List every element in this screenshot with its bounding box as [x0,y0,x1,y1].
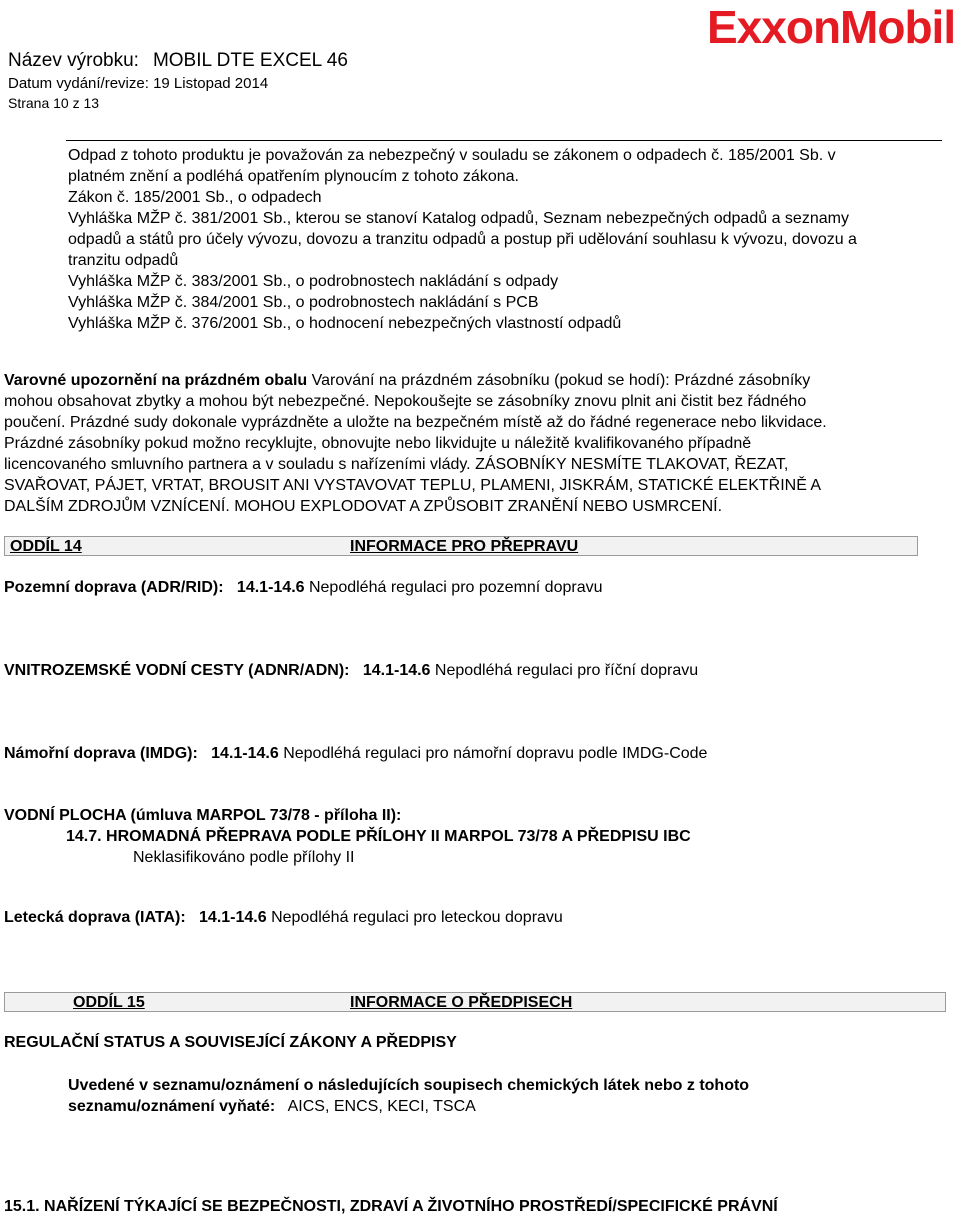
road-transport [4,579,603,597]
inventory-line-1: Uvedené v seznamu/oznámení o následujících soupisech chemických látek nebo z tohoto [68,1077,750,1094]
sea-text: Nepodléhá regulaci pro námořní dopravu podle IMDG-Code [278,745,708,762]
section-title: INFORMACE O PŘEDPISECH [350,994,573,1011]
header-divider [66,140,942,141]
section-title: INFORMACE PRO PŘEPRAVU [350,538,579,555]
air-label: Letecká doprava (IATA): [4,909,186,926]
section-number: ODDÍL 15 [73,994,145,1011]
text-line: Odpad z tohoto produktu je považován za nebezpečný v souladu se zákonem o odpadech č. 185/2001 Sb. v [68,147,836,164]
marpol-label: VODNÍ PLOCHA (úmluva MARPOL 73/78 - příloha II): [4,807,402,824]
exxonmobil-logo: ExxonMobil [707,1,956,53]
inventory-label: seznamu/oznámení vyňaté: [68,1098,276,1115]
text-line: Vyhláška MŽP č. 376/2001 Sb., o hodnocení nebezpečných vlastností odpadů [68,315,622,332]
section-number: ODDÍL 14 [10,538,82,555]
text-line: mohou obsahovat zbytky a mohou být nebezpečné. Nepokoušejte se zásobníky znovu plnit ani čistit bez řádného [4,393,807,410]
regulatory-status-heading: REGULAČNÍ STATUS A SOUVISEJÍCÍ ZÁKONY A PŘEDPISY [4,1034,457,1051]
text-line: platném znění a podléhá opatřením plynoucím z tohoto zákona. [68,168,519,185]
section-14-header [4,536,918,556]
text-line: Vyhláška MŽP č. 384/2001 Sb., o podrobnostech nakládání s PCB [68,294,539,311]
text-line: Prázdné zásobníky pokud možno recyklujte, obnovujte nebo likvidujte u náležitě kvalifikovaného případně [4,435,752,452]
section-15-header [4,992,946,1012]
marpol-value: Neklasifikováno podle přílohy II [133,849,355,866]
product-label: Název výrobku: [8,50,139,71]
product-name-line [8,50,348,72]
text-line: odpadů a států pro účely vývozu, dovozu a tranzitu odpadů a postup při udělování souhlasu k vývozu, dovozu a [68,231,857,248]
text-line [4,370,954,391]
text-line: DALŠÍM ZDROJŮM VZNÍCENÍ. MOHOU EXPLODOVAT A ZPŮSOBIT ZRANĚNÍ NEBO USMRCENÍ. [4,498,723,515]
air-code: 14.1-14.6 [199,909,267,926]
marpol-subheading: 14.7. HROMADNÁ PŘEPRAVA PODLE PŘÍLOHY II MARPOL 73/78 A PŘEDPISU IBC [66,828,691,845]
inland-waterways [4,662,698,680]
road-text: Nepodléhá regulaci pro pozemní dopravu [304,579,603,596]
inland-text: Nepodléhá regulaci pro říční dopravu [430,662,699,679]
road-code: 14.1-14.6 [236,579,305,596]
text-line: Vyhláška MŽP č. 383/2001 Sb., o podrobnostech nakládání s odpady [68,273,559,290]
text-line: Zákon č. 185/2001 Sb., o odpadech [68,189,322,206]
sea-code: 14.1-14.6 [211,745,279,762]
inventory-value: AICS, ENCS, KECI, TSCA [287,1098,476,1115]
text-line: poučení. Prázdné sudy dokonale vyprázdněte a uložte na bezpečném místě až do řádné regenerace nebo likvidace. [4,414,827,431]
subsection-15-1: 15.1. NAŘÍZENÍ TÝKAJÍCÍ SE BEZPEČNOSTI, ZDRAVÍ A ŽIVOTNÍHO PROSTŘEDÍ/SPECIFICKÉ PRÁVNÍ [4,1198,778,1215]
text-line: Vyhláška MŽP č. 381/2001 Sb., kterou se stanoví Katalog odpadů, Seznam nebezpečných odpadů a seznamy [68,210,849,227]
warning-heading: Varovné upozornění na prázdném obalu [4,372,308,389]
air-text: Nepodléhá regulaci pro leteckou dopravu [266,909,563,926]
product-name: MOBIL DTE EXCEL 46 [152,50,348,71]
inventory-line-2 [68,1098,476,1116]
empty-container-warning [4,370,954,517]
revision-date-line [8,75,268,92]
inland-code: 14.1-14.6 [362,662,431,679]
text-line: SVAŘOVAT, PÁJET, VRTAT, BROUSIT ANI VYSTAVOVAT TEPLU, PLAMENI, JISKRÁM, STATICKÉ ELEKTŘINĚ A [4,477,822,494]
date-value: 19 Listopad 2014 [153,75,269,92]
disposal-legislation [68,145,948,334]
air-transport [4,909,563,927]
sea-label: Námořní doprava (IMDG): [4,745,198,762]
date-label: Datum vydání/revize: [8,75,149,92]
sea-transport [4,745,707,763]
text-line: tranzitu odpadů [68,252,179,269]
warning-text: Varování na prázdném zásobníku (pokud se hodí): Prázdné zásobníky [307,372,811,389]
page-info: Strana 10 z 13 [8,95,100,111]
road-label: Pozemní doprava (ADR/RID): [4,579,224,596]
inland-label: VNITROZEMSKÉ VODNÍ CESTY (ADNR/ADN): [4,662,350,679]
text-line: licencovaného smluvního partnera a v souladu s nařízeními vlády. ZÁSOBNÍKY NESMÍTE TLAKOVAT, ŘEZAT, [4,456,789,473]
